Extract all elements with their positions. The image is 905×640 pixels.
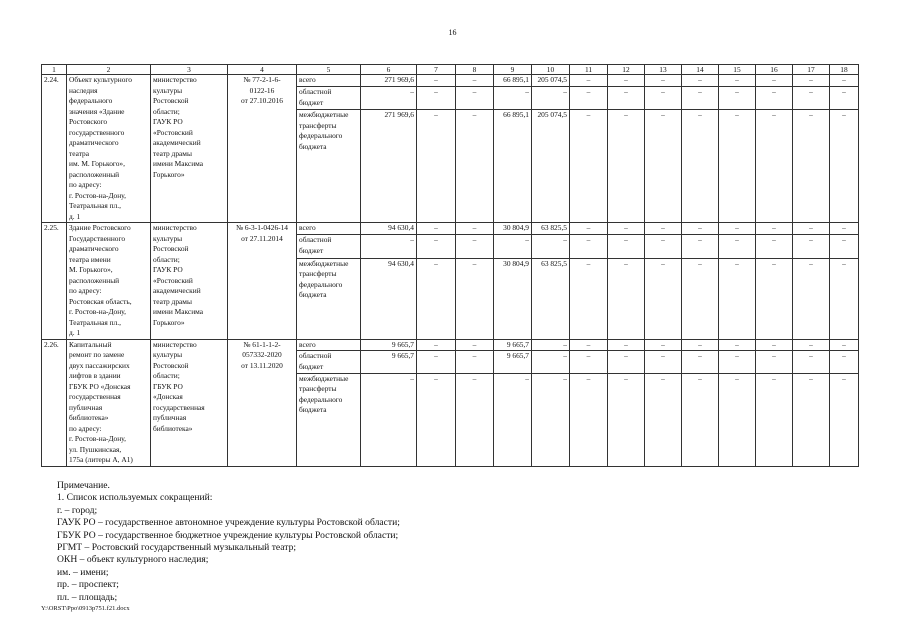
amount-cell: – — [417, 87, 456, 110]
amount-cell: – — [645, 235, 682, 259]
amount-cell: – — [570, 223, 608, 235]
amount-cell: – — [570, 258, 608, 339]
amount-cell: – — [756, 223, 793, 235]
amount-cell: – — [645, 258, 682, 339]
column-number: 10 — [532, 65, 570, 75]
amount-cell: – — [756, 75, 793, 87]
amount-cell: – — [756, 258, 793, 339]
amount-cell: – — [682, 87, 719, 110]
amount-cell: – — [532, 339, 570, 351]
amount-cell: – — [494, 235, 532, 259]
amount-cell: – — [719, 351, 756, 374]
column-number: 7 — [417, 65, 456, 75]
amount-cell: – — [417, 339, 456, 351]
note-line: 1. Список используемых сокращений: — [57, 492, 213, 504]
amount-cell: – — [793, 75, 830, 87]
amount-total: 271 969,6 — [361, 75, 417, 87]
row-index: 2.25. — [42, 223, 67, 340]
funding-source: межбюджетные трансферты федерального бюджета — [297, 373, 361, 466]
amount-cell: – — [570, 235, 608, 259]
amount-cell: – — [608, 223, 645, 235]
amount-cell: – — [608, 351, 645, 374]
amount-cell: – — [793, 87, 830, 110]
amount-cell: – — [608, 258, 645, 339]
amount-total: – — [361, 235, 417, 259]
amount-cell: 30 804,9 — [494, 223, 532, 235]
note-line: пл. – площадь; — [57, 591, 118, 603]
table-row — [42, 223, 859, 235]
table-row — [42, 339, 859, 351]
amount-cell: – — [756, 235, 793, 259]
amount-cell: 205 074,5 — [532, 110, 570, 223]
column-number: 1 — [42, 65, 67, 75]
amount-total: – — [361, 87, 417, 110]
amount-cell: 63 825,5 — [532, 223, 570, 235]
note-line: РГМТ – Ростовский государственный музыкальный театр; — [57, 542, 297, 554]
amount-cell: – — [570, 75, 608, 87]
amount-cell: – — [417, 223, 456, 235]
column-number-row — [42, 65, 859, 75]
amount-cell: – — [456, 235, 494, 259]
amount-cell: – — [830, 339, 859, 351]
expertise-document: № 61-1-1-2- 057332-2020 от 13.11.2020 — [228, 339, 297, 466]
amount-total: 271 969,6 — [361, 110, 417, 223]
notes-section — [57, 480, 400, 604]
amount-cell: – — [494, 373, 532, 466]
amount-cell: – — [645, 339, 682, 351]
amount-cell: 30 804,9 — [494, 258, 532, 339]
amount-cell: – — [456, 75, 494, 87]
amount-cell: – — [793, 339, 830, 351]
column-number: 4 — [228, 65, 297, 75]
amount-cell: – — [494, 87, 532, 110]
amount-cell: – — [456, 87, 494, 110]
amount-cell: – — [417, 75, 456, 87]
amount-cell: – — [456, 373, 494, 466]
amount-cell: – — [417, 373, 456, 466]
amount-cell: – — [608, 87, 645, 110]
amount-cell: – — [719, 258, 756, 339]
amount-cell: – — [570, 87, 608, 110]
amount-total: 94 630,4 — [361, 258, 417, 339]
column-number: 15 — [719, 65, 756, 75]
amount-cell: – — [830, 258, 859, 339]
amount-cell: – — [682, 258, 719, 339]
note-line: им. – имени; — [57, 566, 109, 578]
page-number: 16 — [448, 28, 457, 37]
note-line: г. – город; — [57, 504, 98, 516]
amount-cell: – — [719, 223, 756, 235]
amount-cell: – — [645, 110, 682, 223]
amount-cell: – — [830, 110, 859, 223]
amount-cell: – — [793, 110, 830, 223]
amount-cell: – — [719, 110, 756, 223]
amount-total: 9 665,7 — [361, 351, 417, 374]
amount-cell: – — [830, 373, 859, 466]
amount-cell: – — [456, 223, 494, 235]
amount-cell: – — [608, 339, 645, 351]
file-path: Y:\ORST\Ppo\0913p751.f21.docx — [41, 605, 130, 612]
amount-cell: – — [830, 351, 859, 374]
amount-cell: 9 665,7 — [494, 339, 532, 351]
amount-cell: – — [793, 235, 830, 259]
funding-source: всего — [297, 75, 361, 87]
amount-cell: – — [456, 351, 494, 374]
amount-cell: – — [719, 235, 756, 259]
amount-cell: – — [456, 258, 494, 339]
amount-cell: – — [417, 258, 456, 339]
column-number: 12 — [608, 65, 645, 75]
note-line: пр. – проспект; — [57, 579, 119, 591]
amount-cell: – — [417, 351, 456, 374]
funding-source: областной бюджет — [297, 351, 361, 374]
amount-cell: – — [532, 351, 570, 374]
amount-cell: – — [830, 87, 859, 110]
amount-cell: – — [793, 373, 830, 466]
amount-cell: – — [570, 110, 608, 223]
expertise-document: № 6-3-1-0426-14 от 27.11.2014 — [228, 223, 297, 340]
amount-cell: – — [682, 223, 719, 235]
amount-cell: – — [608, 75, 645, 87]
funding-source: межбюджетные трансферты федерального бюджета — [297, 258, 361, 339]
amount-cell: – — [719, 87, 756, 110]
amount-cell: – — [645, 351, 682, 374]
amount-cell: – — [793, 258, 830, 339]
amount-cell: – — [719, 75, 756, 87]
amount-cell: – — [756, 351, 793, 374]
amount-cell: – — [532, 373, 570, 466]
amount-cell: – — [570, 351, 608, 374]
funding-source: межбюджетные трансферты федерального бюджета — [297, 110, 361, 223]
amount-cell: – — [719, 373, 756, 466]
note-line: ГАУК РО – государственное автономное учреждение культуры Ростовской области; — [57, 517, 400, 529]
amount-cell: – — [570, 373, 608, 466]
column-number: 16 — [756, 65, 793, 75]
amount-cell: – — [793, 223, 830, 235]
amount-cell: – — [417, 235, 456, 259]
amount-cell: – — [645, 75, 682, 87]
funding-source: областной бюджет — [297, 87, 361, 110]
column-number: 9 — [494, 65, 532, 75]
amount-total: – — [361, 373, 417, 466]
column-number: 2 — [67, 65, 151, 75]
column-number: 13 — [645, 65, 682, 75]
column-number: 8 — [456, 65, 494, 75]
amount-cell: – — [682, 373, 719, 466]
amount-cell: – — [645, 373, 682, 466]
financing-table — [41, 64, 859, 467]
object-name: Здание Ростовского Государственного драматического театра имени М. Горького», расположенный по адресу: Ростовская область, г. Ростов-на-Дону, Театральная пл., д. 1 — [67, 223, 151, 340]
column-number: 14 — [682, 65, 719, 75]
amount-cell: – — [756, 339, 793, 351]
column-number: 5 — [297, 65, 361, 75]
amount-total: 94 630,4 — [361, 223, 417, 235]
amount-cell: – — [532, 235, 570, 259]
notes-title: Примечание. — [57, 480, 110, 491]
amount-cell: – — [719, 339, 756, 351]
expertise-document: № 77-2-1-6- 0122-16 от 27.10.2016 — [228, 75, 297, 223]
column-number: 17 — [793, 65, 830, 75]
responsible-org: министерство культуры Ростовской области; ГАУК РО «Ростовский академический театр драмы имени Максима Горького» — [151, 75, 228, 223]
amount-cell: – — [682, 110, 719, 223]
amount-cell: – — [793, 351, 830, 374]
responsible-org: министерство культуры Ростовской области; ГБУК РО «Донская государственная публичная библиотека» — [151, 339, 228, 466]
amount-cell: – — [830, 223, 859, 235]
row-index: 2.24. — [42, 75, 67, 223]
amount-cell: – — [756, 87, 793, 110]
column-number: 6 — [361, 65, 417, 75]
amount-cell: 66 895,1 — [494, 75, 532, 87]
amount-cell: – — [570, 339, 608, 351]
amount-cell: – — [608, 235, 645, 259]
amount-cell: – — [456, 339, 494, 351]
funding-source: всего — [297, 223, 361, 235]
amount-cell: – — [756, 110, 793, 223]
amount-cell: 66 895,1 — [494, 110, 532, 223]
amount-cell: – — [645, 87, 682, 110]
amount-cell: – — [608, 110, 645, 223]
object-name: Объект культурного наследия федерального значения «Здание Ростовского государственного драматического театра им. М. Горького», расположенный по адресу: г. Ростов-на-Дону, Театральная пл., д. 1 — [67, 75, 151, 223]
amount-cell: – — [830, 75, 859, 87]
table-row — [42, 75, 859, 87]
amount-cell: – — [682, 351, 719, 374]
amount-cell: 9 665,7 — [494, 351, 532, 374]
amount-cell: 63 825,5 — [532, 258, 570, 339]
row-index: 2.26. — [42, 339, 67, 466]
funding-source: всего — [297, 339, 361, 351]
amount-cell: – — [682, 75, 719, 87]
amount-cell: – — [645, 223, 682, 235]
note-line: ОКН – объект культурного наследия; — [57, 554, 209, 566]
amount-cell: – — [456, 110, 494, 223]
object-name: Капитальный ремонт по замене двух пассажирских лифтов в здании ГБУК РО «Донская государственная публичная библиотека» по адресу: г. Ростов-на-Дону, ул. Пушкинская, 175а (литеры А, А1) — [67, 339, 151, 466]
amount-cell: – — [830, 235, 859, 259]
column-number: 3 — [151, 65, 228, 75]
amount-cell: – — [608, 373, 645, 466]
note-line: ГБУК РО – государственное бюджетное учреждение культуры Ростовской области; — [57, 529, 399, 541]
amount-cell: – — [532, 87, 570, 110]
amount-total: 9 665,7 — [361, 339, 417, 351]
amount-cell: – — [417, 110, 456, 223]
column-number: 18 — [830, 65, 859, 75]
amount-cell: – — [682, 339, 719, 351]
column-number: 11 — [570, 65, 608, 75]
amount-cell: – — [756, 373, 793, 466]
amount-cell: – — [682, 235, 719, 259]
amount-cell: 205 074,5 — [532, 75, 570, 87]
funding-source: областной бюджет — [297, 235, 361, 259]
responsible-org: министерство культуры Ростовской области; ГАУК РО «Ростовский академический театр драмы имени Максима Горького» — [151, 223, 228, 340]
